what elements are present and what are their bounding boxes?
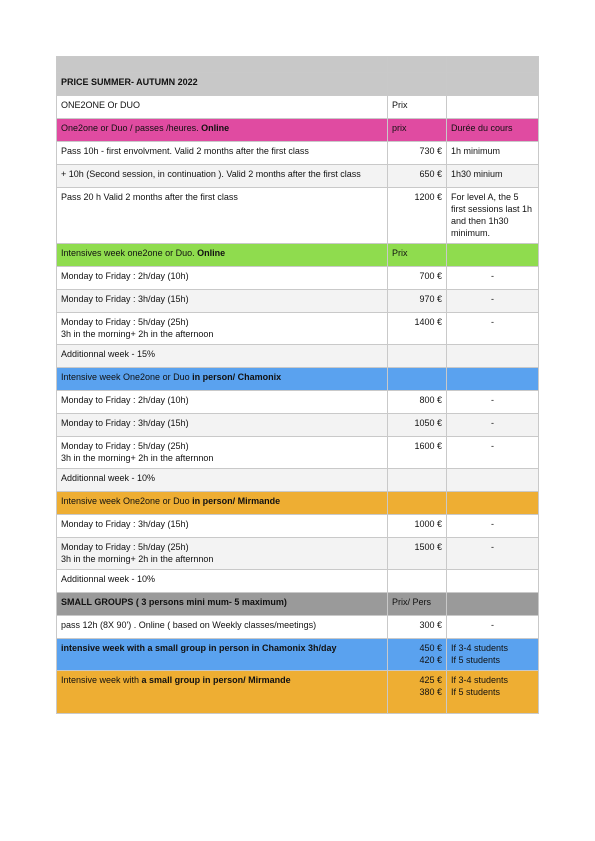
one2one-extra-header: [447, 96, 539, 119]
group-price: 425 € 380 €: [388, 671, 447, 714]
blank-cell: [388, 57, 447, 73]
section-title-bold: in person/ Chamonix: [192, 372, 282, 382]
group-label-bold: a small group in person/ Mirmande: [141, 675, 291, 685]
row-extra: -: [447, 414, 539, 437]
group-price: 450 € 420 €: [388, 639, 447, 671]
table-row: [57, 515, 539, 538]
section-title-bold: SMALL GROUPS ( 3 persons mini mum- 5 maximum): [61, 597, 287, 607]
blank-cell: [447, 57, 539, 73]
row-extra: 1h minimum: [447, 142, 539, 165]
row-label: Additionnal week - 10%: [57, 469, 388, 492]
blank-cell: [57, 57, 388, 73]
row-label: Monday to Friday : 2h/day (10h): [57, 267, 388, 290]
row-extra: -: [447, 391, 539, 414]
group-row-group-chamonix: [57, 639, 539, 671]
row-label: + 10h (Second session, in continuation ). Valid 2 months after the first class: [57, 165, 388, 188]
row-label: Additionnal week - 15%: [57, 345, 388, 368]
row-label: Monday to Friday : 5h/day (25h) 3h in the morning+ 2h in the afternnon: [57, 538, 388, 570]
group-label: [57, 639, 388, 671]
section-extra-header: [447, 368, 539, 391]
row-label: Monday to Friday : 3h/day (15h): [57, 515, 388, 538]
section-extra-header: [447, 492, 539, 515]
row-label: pass 12h (8X 90') . Online ( based on Weekly classes/meetings): [57, 616, 388, 639]
one2one-header-row: [57, 96, 539, 119]
row-extra: -: [447, 313, 539, 345]
section-header-intensive-mirmande: [57, 492, 539, 515]
group-extra: If 3-4 students If 5 students: [447, 671, 539, 714]
row-label: Additionnal week - 10%: [57, 570, 388, 593]
section-title: [57, 492, 388, 515]
row-price: 300 €: [388, 616, 447, 639]
table-row: [57, 165, 539, 188]
section-title: [57, 119, 388, 142]
row-extra: [447, 469, 539, 492]
one2one-label: ONE2ONE Or DUO: [57, 96, 388, 119]
row-price: 1400 €: [388, 313, 447, 345]
table-row: [57, 290, 539, 313]
table-row: [57, 616, 539, 639]
group-label-bold: intensive week with a small group in person in Chamonix 3h/day: [61, 643, 337, 653]
row-extra: [447, 570, 539, 593]
table-row: [57, 391, 539, 414]
row-price: 730 €: [388, 142, 447, 165]
row-extra: [447, 345, 539, 368]
row-extra: -: [447, 267, 539, 290]
table-row: [57, 469, 539, 492]
table-row: [57, 345, 539, 368]
section-header-intensive-online: [57, 244, 539, 267]
section-price-header: [388, 492, 447, 515]
row-label: Monday to Friday : 3h/day (15h): [57, 414, 388, 437]
table-row: [57, 437, 539, 469]
section-extra-header: [447, 244, 539, 267]
section-price-header: Prix: [388, 244, 447, 267]
row-label: Monday to Friday : 3h/day (15h): [57, 290, 388, 313]
row-label: Monday to Friday : 5h/day (25h) 3h in the morning+ 2h in the afternoon: [57, 313, 388, 345]
row-extra: -: [447, 538, 539, 570]
row-price: 1600 €: [388, 437, 447, 469]
row-price: [388, 469, 447, 492]
section-header-intensive-chamonix: [57, 368, 539, 391]
row-price: 1000 €: [388, 515, 447, 538]
section-title-text: Intensive week One2one or Duo: [61, 372, 193, 382]
one2one-price-header: Prix: [388, 96, 447, 119]
section-price-header: Prix/ Pers: [388, 593, 447, 616]
row-extra: -: [447, 290, 539, 313]
section-header-online: [57, 119, 539, 142]
row-price: 800 €: [388, 391, 447, 414]
section-title-bold: Online: [201, 123, 230, 133]
blank-cell: [447, 73, 539, 96]
group-label-text: Intensive week with: [61, 675, 142, 685]
row-label: Monday to Friday : 5h/day (25h) 3h in the morning+ 2h in the afternnon: [57, 437, 388, 469]
section-price-header: prix: [388, 119, 447, 142]
row-price: 1500 €: [388, 538, 447, 570]
row-extra: -: [447, 616, 539, 639]
blank-cell: [388, 73, 447, 96]
section-title: [57, 244, 388, 267]
price-table: [56, 56, 539, 714]
section-title: [57, 368, 388, 391]
row-label: Monday to Friday : 2h/day (10h): [57, 391, 388, 414]
row-extra: 1h30 minium: [447, 165, 539, 188]
table-row: [57, 267, 539, 290]
row-label: Pass 20 h Valid 2 months after the first class: [57, 188, 388, 244]
group-label: [57, 671, 388, 714]
row-label: Pass 10h - first envolvment. Valid 2 months after the first class: [57, 142, 388, 165]
page-title: PRICE SUMMER- AUTUMN 2022: [57, 73, 388, 96]
table-row: [57, 414, 539, 437]
section-extra-header: [447, 593, 539, 616]
table-row: [57, 313, 539, 345]
section-title-text: Intensives week one2one or Duo.: [61, 248, 198, 258]
section-extra-header: Durée du cours: [447, 119, 539, 142]
section-title: [57, 593, 388, 616]
row-price: 700 €: [388, 267, 447, 290]
title-row: [57, 73, 539, 96]
row-extra: For level A, the 5 first sessions last 1h and then 1h30 minimum.: [447, 188, 539, 244]
table-row: [57, 538, 539, 570]
section-title-text: Intensive week One2one or Duo: [61, 496, 193, 506]
row-price: 1050 €: [388, 414, 447, 437]
section-title-bold: Online: [197, 248, 226, 258]
price-table-body: [57, 57, 539, 714]
group-row-group-mirmande: [57, 671, 539, 714]
table-row: [57, 570, 539, 593]
row-price: 970 €: [388, 290, 447, 313]
row-price: [388, 570, 447, 593]
section-price-header: [388, 368, 447, 391]
row-extra: -: [447, 515, 539, 538]
table-row: [57, 188, 539, 244]
row-price: 650 €: [388, 165, 447, 188]
table-row: [57, 142, 539, 165]
row-price: [388, 345, 447, 368]
group-extra: If 3-4 students If 5 students: [447, 639, 539, 671]
section-header-small-groups: [57, 593, 539, 616]
section-title-text: One2one or Duo / passes /heures.: [61, 123, 202, 133]
section-title-bold: in person/ Mirmande: [192, 496, 281, 506]
row-extra: -: [447, 437, 539, 469]
blank-header-row: [57, 57, 539, 73]
row-price: 1200 €: [388, 188, 447, 244]
